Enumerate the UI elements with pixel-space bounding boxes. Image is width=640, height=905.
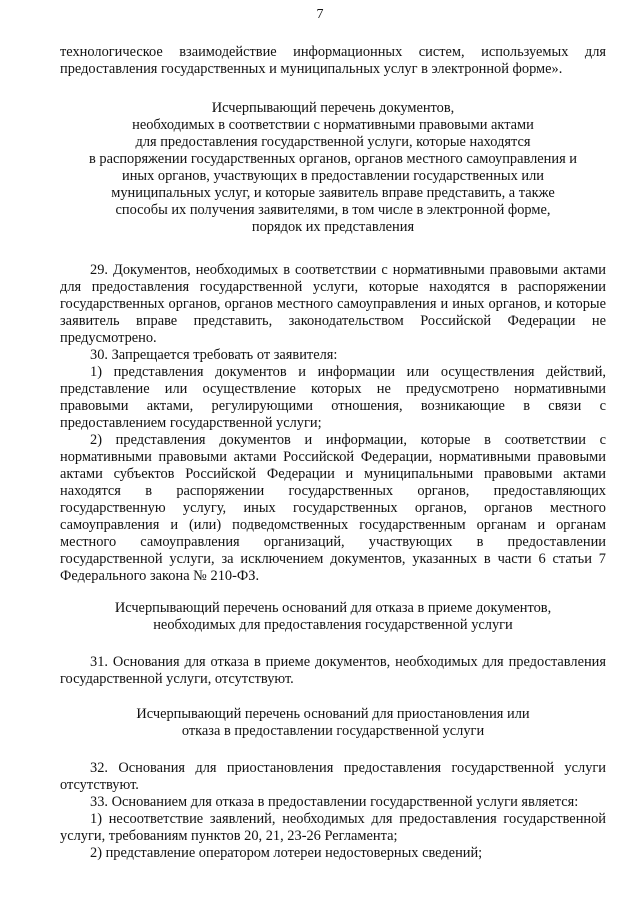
section-heading-suspension: Исчерпывающий перечень оснований для приостановления или отказа в предоставлении государственной услуги xyxy=(136,706,530,739)
section-heading-refusal-reception: Исчерпывающий перечень оснований для отказа в приеме документов, необходимых для предоставления государственной услуги xyxy=(114,600,552,633)
paragraph-29: 29. Документов, необходимых в соответствии с нормативными правовыми актами для предоставления государственной услуги, которые находятся в распоряжении государственных органов, органов местного самоуправления и иных органов, и которые заявитель вправе представить, законодательством Российской Федерации не предусмотрено. xyxy=(60,262,606,346)
paragraph-30-item-2: 2) представления документов и информации, которые в соответствии с нормативными правовыми актами Российской Федерации, нормативными правовыми актами субъектов Российской Федерации и муниципальными правовыми актами находятся в распоряжении государственных органов, предоставляющих государственную услугу, иных государственных органов, органов местного самоуправления и (или) подведомственных государственным органам и органам местного самоуправления организаций, участвующих в предоставлении государственной услуги, за исключением документов, указанных в части 6 статьи 7 Федерального закона № 210-ФЗ. xyxy=(60,432,606,584)
paragraph-29-30 xyxy=(60,262,606,585)
paragraph-32-33 xyxy=(60,760,606,862)
paragraph-33-item-1: 1) несоответствие заявлений, необходимых для предоставления государственной услуги, требованиям пунктов 20, 21, 23-26 Регламента; xyxy=(60,811,606,844)
paragraph-32: 32. Основания для приостановления предоставления государственной услуги отсутствуют. xyxy=(60,760,606,793)
paragraph-31-block xyxy=(60,654,606,688)
paragraph-30-item-1: 1) представления документов и информации или осуществления действий, представление или осуществление которых не предусмотрено нормативными правовыми актами, регулирующими отношения, возникающие в связи с предоставлением государственной услуги; xyxy=(60,364,606,431)
section-heading-documents: Исчерпывающий перечень документов, необходимых в соответствии с нормативными правовыми актами для предоставления государственной услуги, которые находятся в распоряжении государственных органов, органов местного самоуправления и иных органов, участвующих в предоставлении государственных или муниципальных услуг, и которые заявитель вправе представить, а также способы их получения заявителями, в том числе в электронной форме, порядок их представления xyxy=(88,100,577,235)
paragraph-30: 30. Запрещается требовать от заявителя: xyxy=(90,347,338,363)
intro-line-1: технологическое взаимодействие информационных систем, используемых для xyxy=(60,44,606,60)
paragraph-33-item-2: 2) представление оператором лотереи недостоверных сведений; xyxy=(90,845,483,861)
paragraph-31: 31. Основания для отказа в приеме документов, необходимых для предоставления государственной услуги, отсутствуют. xyxy=(60,654,606,687)
intro-line-2: предоставления государственных и муниципальных услуг в электронной форме». xyxy=(60,61,563,77)
intro-text xyxy=(60,44,606,78)
paragraph-33: 33. Основанием для отказа в предоставлении государственной услуги является: xyxy=(90,794,579,810)
page-number: 7 xyxy=(316,7,324,22)
